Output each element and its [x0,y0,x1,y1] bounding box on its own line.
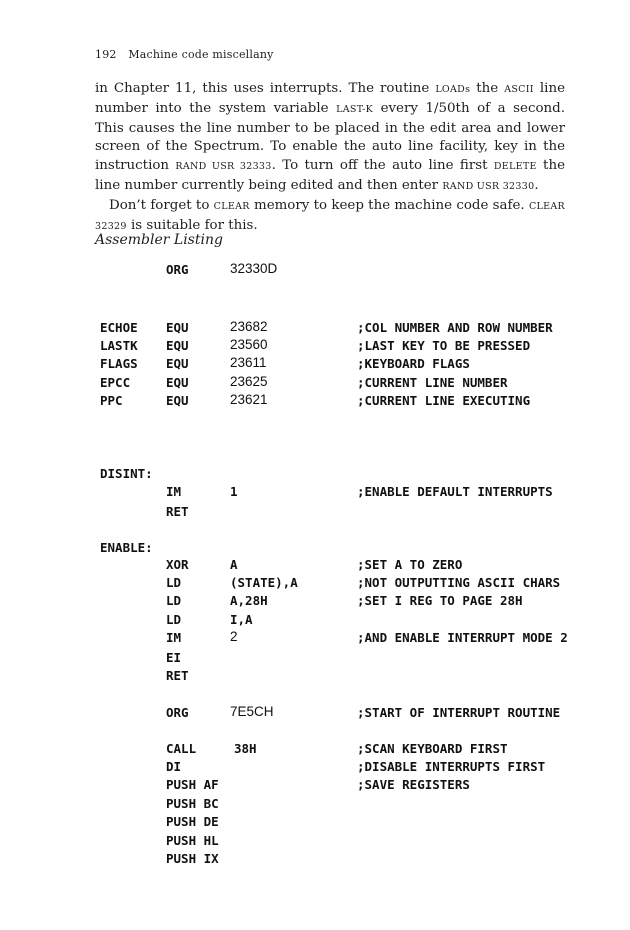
listing-opcode: LD [166,575,182,590]
listing-comment: ;DISABLE INTERRUPTS FIRST [357,759,546,774]
listing-comment: ;START OF INTERRUPT ROUTINE [357,705,561,720]
listing-operand: 1 [230,484,238,499]
listing-opcode: EQU [166,356,189,371]
listing-opcode: EI [166,650,182,665]
text-run: is suitable for this. [126,217,258,233]
listing-operand: A [230,557,238,572]
listing-opcode: DI [166,759,182,774]
listing-operand: 2 [230,629,238,644]
listing-opcode: IM [166,630,182,645]
listing-opcode: PUSH BC [166,796,219,811]
listing-label: EPCC [100,375,131,390]
text-run: Don’t forget to [109,197,214,213]
listing-opcode: CALL [166,741,197,756]
listing-label: LASTK [100,338,138,353]
text-run: every 1/50th of a second. This causes the line number to be placed in the edit area and lower screen of the Spectrum. To enable the auto line facility, key in the instruction [95,100,565,174]
listing-label: DISINT: [100,466,153,481]
running-title: Machine code miscellany [128,48,274,61]
listing-operand: A,28H [230,593,268,608]
listing-operand: 38H [234,741,257,756]
listing-opcode: PUSH IX [166,851,219,866]
listing-opcode: EQU [166,338,189,353]
listing-comment: ;SET A TO ZERO [357,557,463,572]
listing-opcode: ORG [166,705,189,720]
listing-opcode: IM [166,484,182,499]
listing-operand: 7E5CH [230,704,274,719]
listing-opcode: PUSH HL [166,833,219,848]
listing-opcode: EQU [166,320,189,335]
listing-operand: 23625 [230,374,268,389]
small-caps-run: DELETE [493,161,537,173]
page-number: 192 [95,48,117,61]
text-run: line number into the system variable [95,81,565,116]
text-run: in Chapter 11, this uses interrupts. The routine [95,81,436,96]
small-caps-run: CLEAR [213,200,250,212]
listing-comment: ;COL NUMBER AND ROW NUMBER [357,320,553,335]
listing-label: ECHOE [100,320,138,335]
listing-comment: ;LAST KEY TO BE PRESSED [357,338,531,353]
listing-opcode: XOR [166,557,189,572]
listing-opcode: PUSH AF [166,777,219,792]
small-caps-run: CLEAR 32329 [95,200,565,232]
listing-opcode: LD [166,593,182,608]
text-run: . [534,177,539,193]
listing-label: PPC [100,393,123,408]
listing-comment: ;CURRENT LINE EXECUTING [357,393,531,408]
listing-opcode: LD [166,612,182,627]
listing-comment: ;ENABLE DEFAULT INTERRUPTS [357,484,553,499]
listing-operand: 23621 [230,392,268,407]
listing-operand: 23560 [230,337,268,352]
listing-operand: 23682 [230,319,268,334]
listing-comment: ;AND ENABLE INTERRUPT MODE 2 [357,630,568,645]
listing-opcode: RET [166,668,189,683]
listing-label: FLAGS [100,356,138,371]
listing-comment: ;SCAN KEYBOARD FIRST [357,741,508,756]
listing-opcode: PUSH DE [166,814,219,829]
listing-comment: ;SAVE REGISTERS [357,777,470,792]
listing-operand: 23611 [230,355,267,370]
small-caps-run: LOADs [435,84,471,95]
section-subheading: Assembler Listing [95,232,223,248]
text-run: the line number currently being edited and then enter [95,158,565,193]
small-caps-run: ASCII [504,84,534,95]
small-caps-run: LAST-K [336,103,374,115]
listing-label: ENABLE: [100,540,153,555]
text-run: memory to keep the machine code safe. [249,197,529,213]
small-caps-run: RAND USR 32333 [175,161,272,173]
listing-operand: (STATE),A [230,575,298,590]
text-run: . To turn off the auto line first [271,158,494,174]
listing-comment: ;CURRENT LINE NUMBER [357,375,508,390]
listing-operand: I,A [230,612,253,627]
listing-opcode: RET [166,504,189,519]
text-run: the [470,81,505,96]
small-caps-run: RAND USR 32330 [442,180,535,192]
listing-opcode: EQU [166,375,189,390]
listing-comment: ;SET I REG TO PAGE 28H [357,593,523,608]
listing-comment: ;NOT OUTPUTTING ASCII CHARS [357,575,561,590]
listing-operand: 32330D [230,261,278,276]
listing-opcode: EQU [166,393,189,408]
listing-opcode: ORG [166,262,189,277]
listing-comment: ;KEYBOARD FLAGS [357,356,470,371]
